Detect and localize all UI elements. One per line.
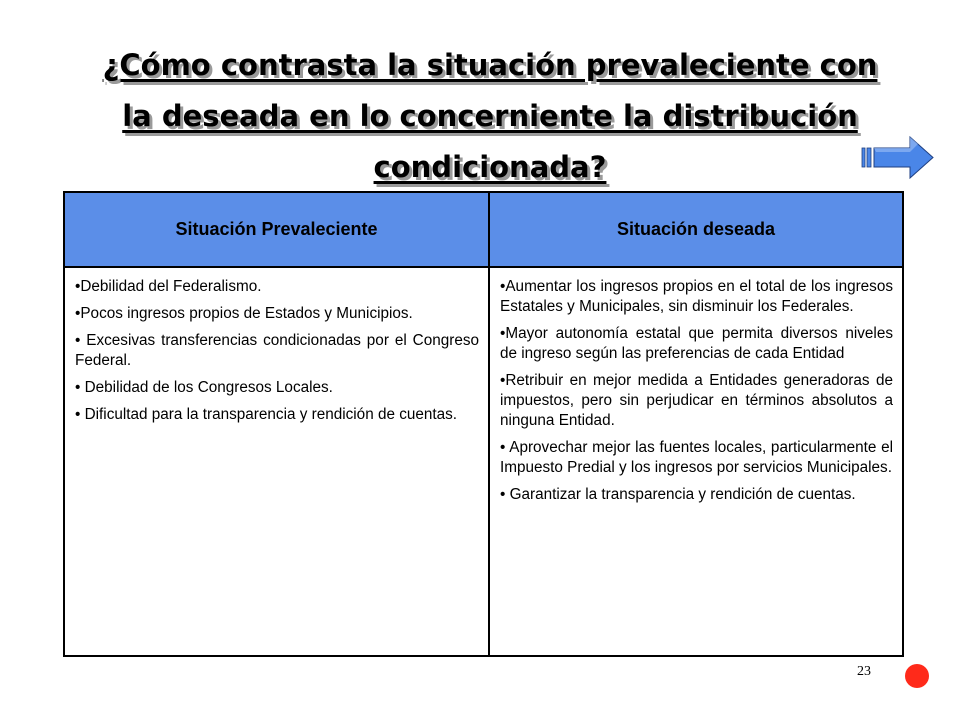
list-item: •Pocos ingresos propios de Estados y Municipios. [75,305,413,322]
title-line-1: ¿Cómo contrasta la situación prevaleciente con [102,48,878,82]
comparison-table [63,191,904,657]
list-item: • Debilidad de los Congresos Locales. [75,379,333,396]
list-item: •Retribuir en mejor medida a Entidades generadoras de impuestos, pero sin perjudicar en términos absolutos a ninguna Entidad. [500,372,893,429]
list-item: •Aumentar los ingresos propios en el total de los ingresos Estatales y Municipales, sin disminuir los Federales. [500,278,893,315]
page-number: 23 [857,664,871,679]
list-item: • Garantizar la transparencia y rendición de cuentas. [500,486,856,503]
cell-deseada [489,267,903,656]
title-line-3: condicionada? [373,150,607,184]
header-deseada: Situación deseada [489,192,903,267]
list-item: • Dificultad para la transparencia y rendición de cuentas. [75,406,458,423]
list-item: • Excesivas transferencias condicionadas por el Congreso Federal. [75,332,479,369]
list-item: •Mayor autonomía estatal que permita diversos niveles de ingreso según las preferencias de cada Entidad [500,325,893,362]
right-arrow-icon[interactable] [860,135,935,180]
slide-title [10,40,960,193]
header-prevaleciente: Situación Prevaleciente [64,192,489,267]
table-row [64,267,903,656]
title-line-2: la deseada en lo concerniente la distribución [122,99,858,133]
cell-prevaleciente [64,267,489,656]
list-item: •Debilidad del Federalismo. [75,278,262,295]
circle-icon[interactable] [905,664,929,688]
list-item: • Aprovechar mejor las fuentes locales, particularmente el Impuesto Predial y los ingresos por servicios Municipales. [500,439,893,476]
table-header-row [64,192,903,267]
